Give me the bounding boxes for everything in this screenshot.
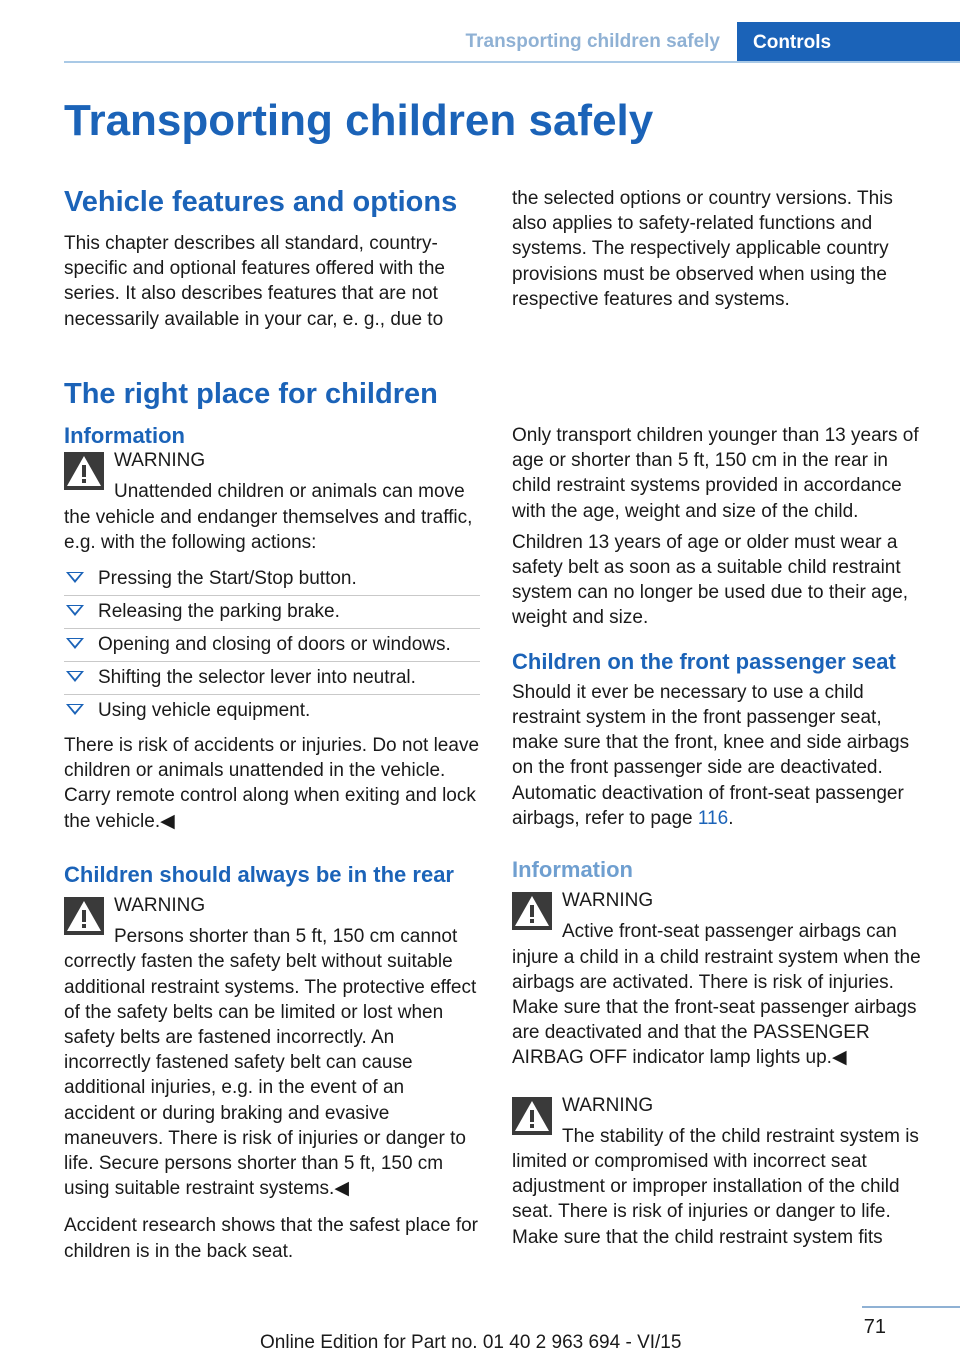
warning-triangle-icon xyxy=(512,892,552,930)
list-item xyxy=(64,629,480,662)
front-seat-heading: Children on the front passenger seat xyxy=(512,648,896,674)
list-item-text: Shifting the selector lever into neutral. xyxy=(98,667,416,689)
list-item-text: Pressing the Start/Stop button. xyxy=(98,568,357,590)
triangle-bullet-icon xyxy=(66,605,84,616)
vehicle-features-right xyxy=(512,186,928,318)
triangle-bullet-icon xyxy=(66,572,84,583)
front-seat-text-end: . xyxy=(728,807,734,829)
list-item-text: Using vehicle equipment. xyxy=(98,700,311,722)
footer-rule xyxy=(862,1306,960,1308)
risk-paragraph: There is risk of accidents or injuries. Do not leave children or animals unattended in the vehicle. Carry remote control along when exiting and lock the vehicle.◀ xyxy=(64,735,480,832)
rear-heading: Children should always be in the rear xyxy=(64,861,454,887)
warning-label: WARNING xyxy=(114,450,206,472)
transport-paragraph-1: Only transport children younger than 13 years of age or shorter than 5 ft, 150 cm in the rear in child restraint systems provided in accordance with the age, weight and size of the child. xyxy=(512,425,919,522)
warning-label: WARNING xyxy=(562,890,654,912)
warning-text: Persons shorter than 5 ft, 150 cm cannot correctly fasten the safety belt without suitable additional restraint systems. The protective effect of the safety belts can be limited or lost when safety belts are fastened incorrectly. An incorrectly fastened safety belt can cause additional injuries, e.g. in the event of an accident or during braking and evasive maneuvers. There is risk of injuries or danger to life. Secure persons shorter than 5 ft, 150 cm using suitable restraint systems.◀ xyxy=(64,926,477,1200)
warning-text: Unattended children or animals can move the vehicle and endanger themselves and traffic, e.g. with the following actions: xyxy=(64,481,473,553)
vehicle-features-left xyxy=(64,231,480,338)
warning-text: Active front-seat passenger airbags can injure a child in a child restraint system when the airbags are activated. There is risk of injuries. Make sure that the front-seat passenger airbags are deactivated and that the PASSENGER AIRBAG OFF indicator lamp lights up.◀ xyxy=(512,921,921,1069)
information-heading: Information xyxy=(64,423,185,448)
page-reference-link[interactable]: 116 xyxy=(697,807,729,829)
front-seat-text: Should it ever be necessary to use a child restraint system in the front passenger seat, make sure that the front, knee and side airbags on the front passenger side are deactivated. Automatic deactivation of front-seat passenger airbags, refer to page xyxy=(512,681,910,829)
warning-triangle-icon xyxy=(512,1097,552,1135)
accident-research-paragraph: Accident research shows that the safest place for children is in the back seat. xyxy=(64,1215,478,1262)
list-item-text: Releasing the parking brake. xyxy=(98,601,340,623)
warning-triangle-icon xyxy=(64,452,104,490)
list-item xyxy=(64,563,480,596)
header-section-title: Transporting children safely xyxy=(465,31,720,52)
action-list xyxy=(64,563,480,727)
list-item-text: Opening and closing of doors or windows. xyxy=(98,634,451,656)
vehicle-features-heading: Vehicle features and options xyxy=(64,186,458,218)
warning-unattended xyxy=(64,448,480,555)
warning-belt xyxy=(64,893,480,1201)
warning-stability xyxy=(512,1093,928,1250)
page-title: Transporting children safely xyxy=(64,96,654,145)
right-place-heading: The right place for children xyxy=(64,378,438,410)
warning-label: WARNING xyxy=(114,895,206,917)
list-item xyxy=(64,695,480,727)
triangle-bullet-icon xyxy=(66,704,84,715)
footer-edition: Online Edition for Part no. 01 40 2 963 694 - VI/15 xyxy=(260,1332,682,1353)
warning-label: WARNING xyxy=(562,1094,654,1116)
vehicle-features-text-left: This chapter describes all standard, country-specific and optional features offered with the series. It also describes features that are not necessarily available in your car, e. g., due to xyxy=(64,233,445,330)
warning-airbag xyxy=(512,888,928,1070)
right-column xyxy=(512,423,928,1258)
front-seat-paragraph xyxy=(512,680,928,831)
left-column xyxy=(64,423,480,1270)
warning-triangle-icon xyxy=(64,897,104,935)
vehicle-features-text-right: the selected options or country versions. This also applies to safety-related functions and systems. The respectively applicable country provisions must be observed when using the respective features and systems. xyxy=(512,188,893,310)
list-item xyxy=(64,662,480,695)
page-number: 71 xyxy=(863,1316,886,1338)
transport-paragraph-2: Children 13 years of age or older must wear a safety belt as soon as a suitable child restraint system can no longer be used due to their age, weight and size. xyxy=(512,531,909,629)
triangle-bullet-icon xyxy=(66,638,84,649)
warning-text: The stability of the child restraint system is limited or compromised with incorrect seat adjustment or improper installation of the child seat. There is risk of injuries or danger to life. Make sure that the child restraint system fits xyxy=(512,1125,919,1248)
header-chapter-tab[interactable]: Controls xyxy=(737,22,960,63)
header-rule xyxy=(64,61,960,63)
front-info-heading: Information xyxy=(512,857,633,883)
triangle-bullet-icon xyxy=(66,671,84,682)
list-item xyxy=(64,596,480,629)
